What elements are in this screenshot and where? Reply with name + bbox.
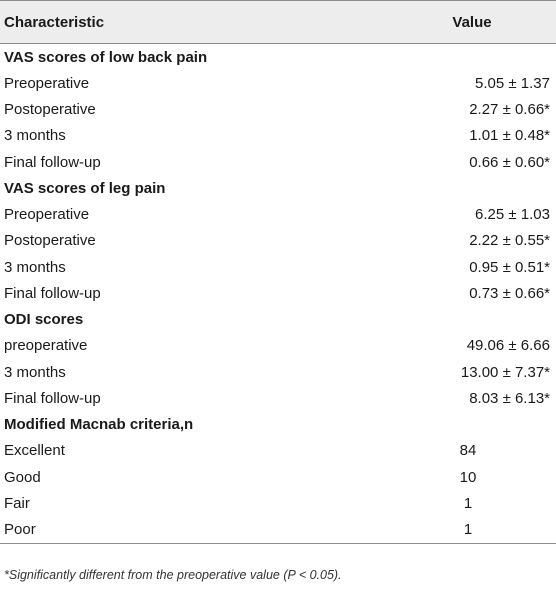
table-row <box>0 228 556 254</box>
section-title: VAS scores of leg pain <box>4 179 166 197</box>
table-footnote: *Significantly different from the preoperative value (P < 0.05). <box>4 568 342 582</box>
header-characteristic: Characteristic <box>0 1 400 44</box>
table-row <box>0 490 556 516</box>
table-row <box>0 202 556 228</box>
table-row <box>0 280 556 306</box>
table-row <box>0 385 556 411</box>
row-value: 2.27 ± 0.66* <box>469 101 550 119</box>
row-value: 5.05 ± 1.37 <box>475 74 550 92</box>
table-row <box>0 333 556 359</box>
row-label: Postoperative <box>4 101 96 119</box>
table-row <box>0 70 556 96</box>
row-label: 3 months <box>4 363 66 381</box>
row-label: Postoperative <box>4 232 96 250</box>
table-row <box>0 149 556 175</box>
row-label: Final follow-up <box>4 389 101 407</box>
row-label: Fair <box>4 494 30 512</box>
row-label: Final follow-up <box>4 153 101 171</box>
row-value: 1 <box>463 494 473 512</box>
row-value: 1 <box>400 517 556 544</box>
table-row <box>0 359 556 385</box>
header-value: Value <box>400 1 556 44</box>
table-row <box>0 438 556 464</box>
row-label: Good <box>4 468 41 486</box>
row-label: Poor <box>0 517 400 544</box>
row-value: 0.66 ± 0.60* <box>469 153 550 171</box>
row-label: 3 months <box>4 127 66 145</box>
section-title: VAS scores of low back pain <box>4 48 208 66</box>
section-title: Modified Macnab criteria,n <box>4 416 194 434</box>
row-value: 13.00 ± 7.37* <box>460 363 550 381</box>
row-label: Final follow-up <box>4 284 101 302</box>
table-row <box>0 254 556 280</box>
row-value: 8.03 ± 6.13* <box>469 389 550 407</box>
row-label: 3 months <box>4 258 66 276</box>
row-value: 10 <box>459 468 477 486</box>
row-value: 0.95 ± 0.51* <box>469 258 550 276</box>
table-header-row <box>0 1 556 44</box>
row-value: 49.06 ± 6.66 <box>466 337 550 355</box>
row-label: Preoperative <box>4 74 90 92</box>
row-label: Excellent <box>4 442 65 460</box>
row-value: 84 <box>459 442 477 460</box>
table-row <box>0 123 556 149</box>
section-row-vas-back <box>0 44 556 71</box>
section-title: ODI scores <box>4 311 84 329</box>
table-row <box>0 517 556 544</box>
table-row <box>0 97 556 123</box>
row-value: 0.73 ± 0.66* <box>469 284 550 302</box>
section-row-odi <box>0 307 556 333</box>
row-value: 6.25 ± 1.03 <box>475 206 550 224</box>
row-value: 2.22 ± 0.55* <box>469 232 550 250</box>
row-label: preoperative <box>4 337 88 355</box>
section-row-macnab <box>0 412 556 438</box>
table-row <box>0 464 556 490</box>
row-label: Preoperative <box>4 206 90 224</box>
row-value: 1.01 ± 0.48* <box>469 127 550 145</box>
section-row-vas-leg <box>0 175 556 201</box>
